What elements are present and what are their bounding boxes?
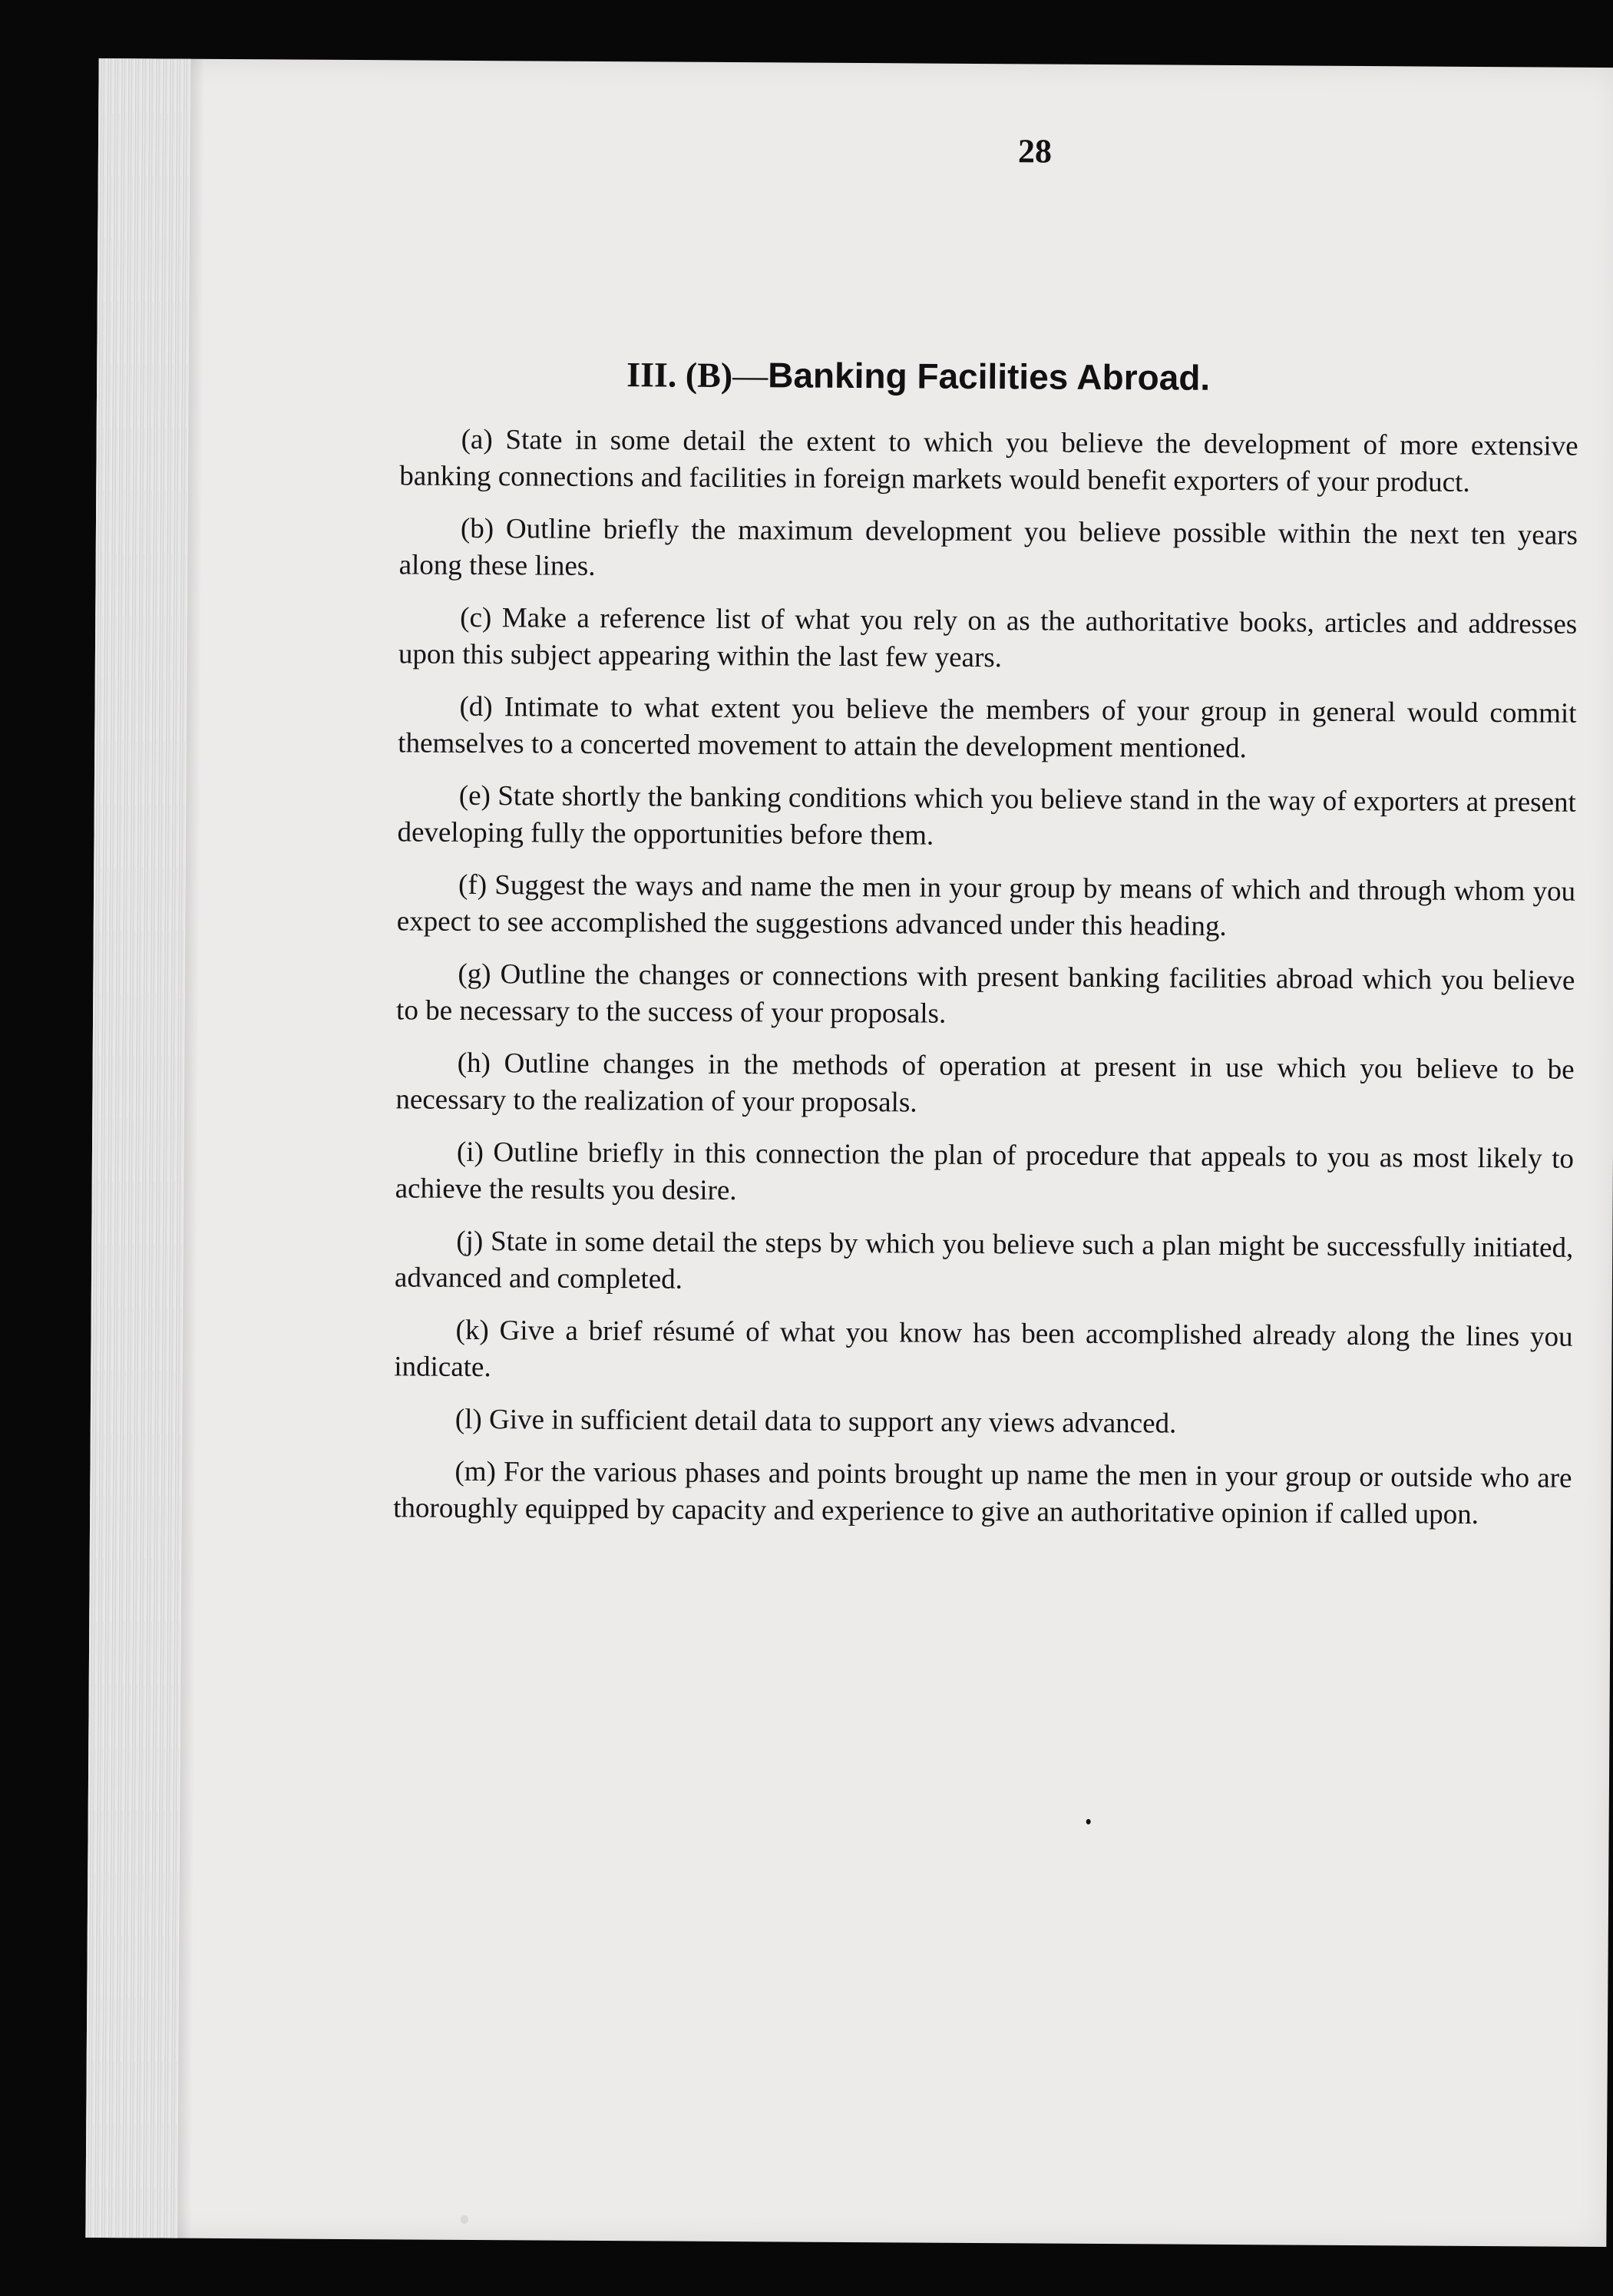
question-m <box>393 1453 1572 1533</box>
heading-subsection: (B) <box>685 355 733 395</box>
question-text: Outline the changes or connections with present banking facilities abroad which you believe to be necessary to the success of your proposals. <box>395 958 1575 1030</box>
heading-title: Banking Facilities Abroad. <box>768 355 1211 398</box>
question-f <box>397 866 1576 947</box>
heading-roman-numeral: III. <box>626 355 677 395</box>
question-j <box>395 1222 1574 1303</box>
question-list <box>393 421 1578 1549</box>
question-text: Outline briefly the maximum development you believe possible within the next ten years along these lines. <box>398 513 1578 582</box>
question-label: (b) <box>460 512 494 545</box>
question-label: (i) <box>456 1136 484 1169</box>
question-b <box>399 510 1578 591</box>
question-l <box>394 1401 1572 1444</box>
heading-dash: — <box>732 356 768 395</box>
question-g <box>396 955 1575 1036</box>
question-label: (m) <box>454 1455 497 1488</box>
question-label: (g) <box>458 958 491 991</box>
question-label: (j) <box>456 1225 484 1258</box>
scan-speck <box>1086 1819 1091 1825</box>
page-stack-edge <box>85 58 190 2238</box>
scan-speck <box>461 2215 468 2224</box>
question-d <box>398 688 1577 769</box>
question-label: (c) <box>460 601 492 634</box>
question-text: Give in sufficient detail data to support any views advanced. <box>488 1404 1177 1440</box>
page-number: 28 <box>1017 132 1053 170</box>
question-text: Intimate to what extent you believe the members of your group in general would commit themselves to a concerted movement to attain the development mentioned. <box>398 691 1577 765</box>
question-text: For the various phases and points brought up name the men in your group or outside who are thoroughly equipped by capacity and experience to give an authoritative opinion if called upon. <box>393 1456 1572 1530</box>
question-label: (d) <box>459 690 493 723</box>
question-c <box>398 599 1578 680</box>
question-text: State shortly the banking conditions which you believe stand in the way of exporters at present developing fully the opportunities before them. <box>397 780 1576 852</box>
question-label: (l) <box>454 1403 482 1436</box>
question-k <box>394 1312 1573 1392</box>
document-page <box>85 58 1613 2247</box>
question-label: (a) <box>461 423 493 456</box>
question-e <box>397 777 1576 858</box>
question-h <box>395 1044 1575 1125</box>
question-text: Outline changes in the methods of operation at present in use which you believe to be necessary to the realization of your proposals. <box>395 1047 1575 1119</box>
question-text: State in some detail the steps by which you believe such a plan might be successfully initiated, advanced and completed. <box>394 1226 1574 1295</box>
question-text: Give a brief résumé of what you know has been accomplished already along the lines you indicate. <box>394 1315 1573 1384</box>
question-label: (e) <box>458 779 491 812</box>
question-text: Make a reference list of what you rely on as the authoritative books, articles and addresses upon this subject appearing within the last few years. <box>398 602 1578 674</box>
question-i <box>395 1133 1575 1214</box>
section-heading <box>626 353 1317 399</box>
question-text: State in some detail the extent to which you believe the development of more extensive banking connections and facilities in foreign markets would benefit exporters of your product. <box>399 424 1578 498</box>
question-label: (f) <box>458 868 488 902</box>
question-text: Suggest the ways and name the men in your group by means of which and through whom you expect to see accomplished the suggestions advanced under this heading. <box>396 869 1576 942</box>
question-label: (k) <box>455 1314 489 1347</box>
question-text: Outline briefly in this connection the plan of procedure that appeals to you as most likely to achieve the results you desire. <box>395 1136 1575 1207</box>
question-label: (h) <box>457 1047 491 1080</box>
question-a <box>399 421 1578 501</box>
